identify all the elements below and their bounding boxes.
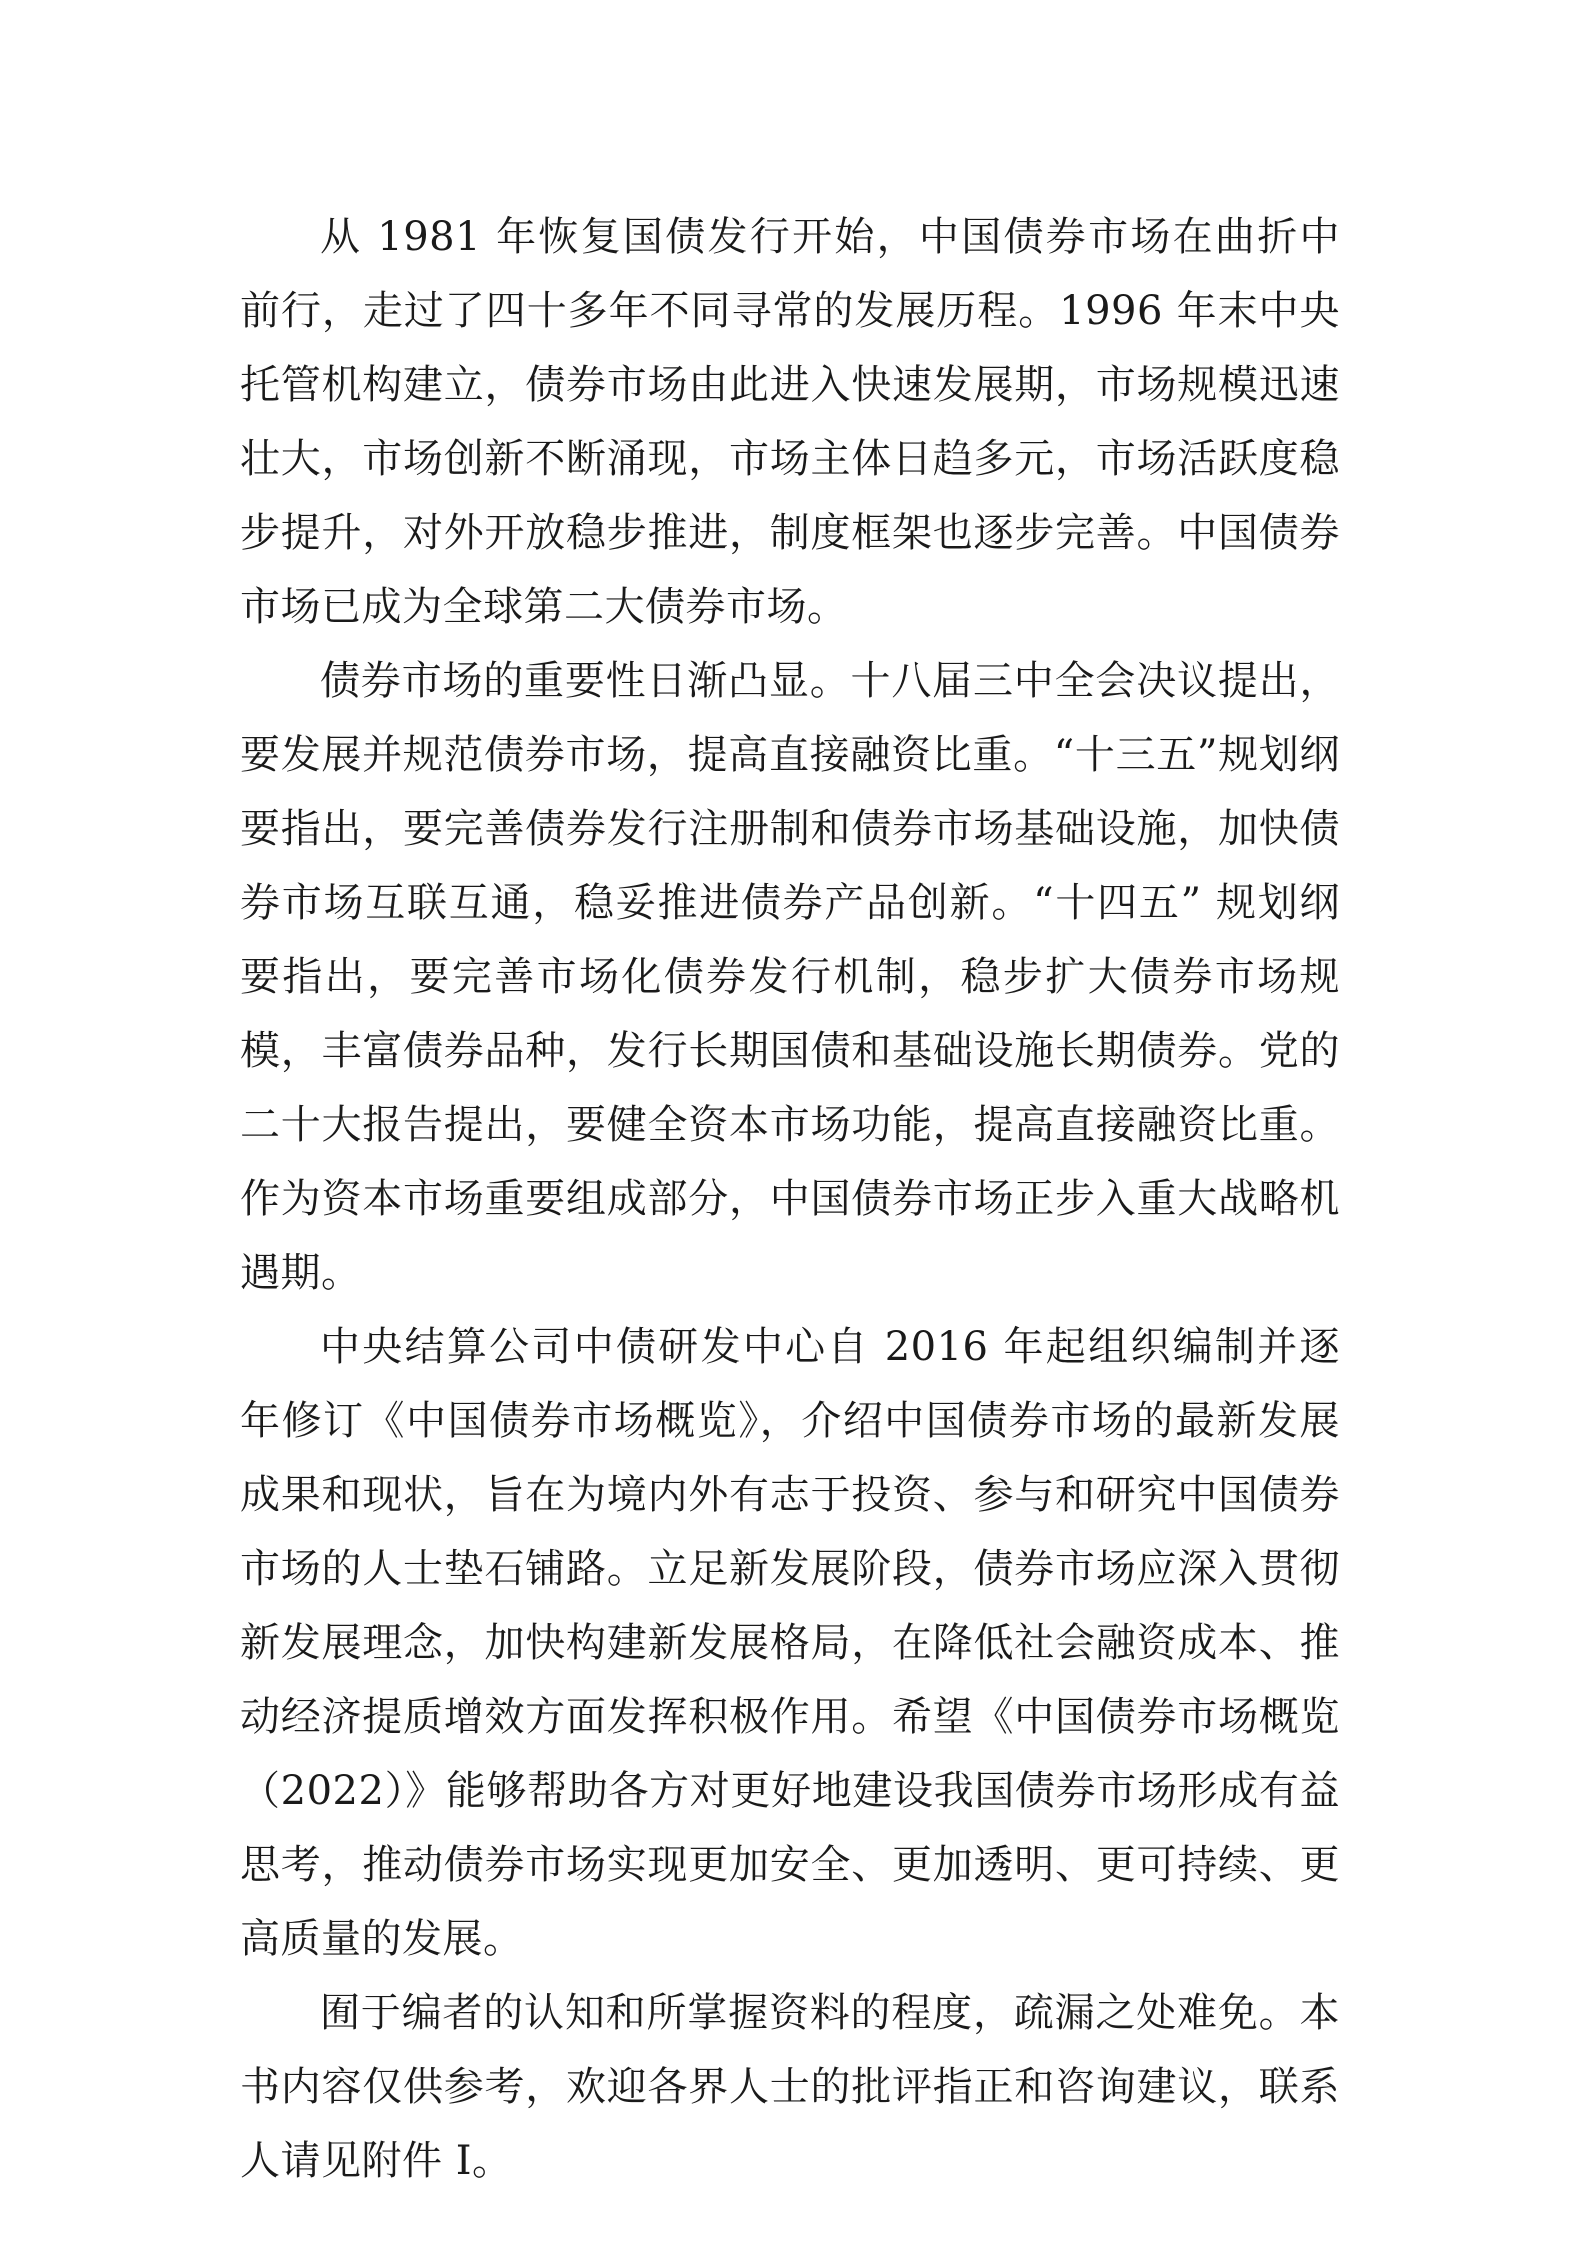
- paragraph-history: 从 1981 年恢复国债发行开始，中国债券市场在曲折中前行，走过了四十多年不同寻常的发展历程。1996 年末中央托管机构建立，债券市场由此进入快速发展期，市场规模迅速壮大，市场创新不断涌现，市场主体日趋多元，市场活跃度稳步提升，对外开放稳步推进，制度框架也逐步完善。中国债券市场已成为全球第二大债券市场。: [240, 214, 1340, 630]
- paragraph-importance: 债券市场的重要性日渐凸显。十八届三中全会决议提出，要发展并规范债券市场，提高直接融资比重。“十三五”规划纲要指出，要完善债券发行注册制和债券市场基础设施，加快债券市场互联互通，稳妥推进债券产品创新。“十四五” 规划纲要指出，要完善市场化债券发行机制，稳步扩大债券市场规模，丰富债券品种，发行长期国债和基础设施长期债券。党的二十大报告提出，要健全资本市场功能，提高直接融资比重。作为资本市场重要组成部分，中国债券市场正步入重大战略机遇期。: [240, 658, 1340, 1296]
- document-body: [240, 200, 1340, 2198]
- paragraph-overview-purpose: 中央结算公司中债研发中心自 2016 年起组织编制并逐年修订《中国债券市场概览》，介绍中国债券市场的最新发展成果和现状，旨在为境内外有志于投资、参与和研究中国债券市场的人士垫石铺路。立足新发展阶段，债券市场应深入贯彻新发展理念，加快构建新发展格局，在降低社会融资成本、推动经济提质增效方面发挥积极作用。希望《中国债券市场概览（2022）》能够帮助各方对更好地建设我国债券市场形成有益思考，推动债券市场实现更加安全、更加透明、更可持续、更高质量的发展。: [240, 1324, 1340, 1962]
- paragraph-disclaimer: 囿于编者的认知和所掌握资料的程度，疏漏之处难免。本书内容仅供参考，欢迎各界人士的批评指正和咨询建议，联系人请见附件 I。: [240, 1990, 1340, 2184]
